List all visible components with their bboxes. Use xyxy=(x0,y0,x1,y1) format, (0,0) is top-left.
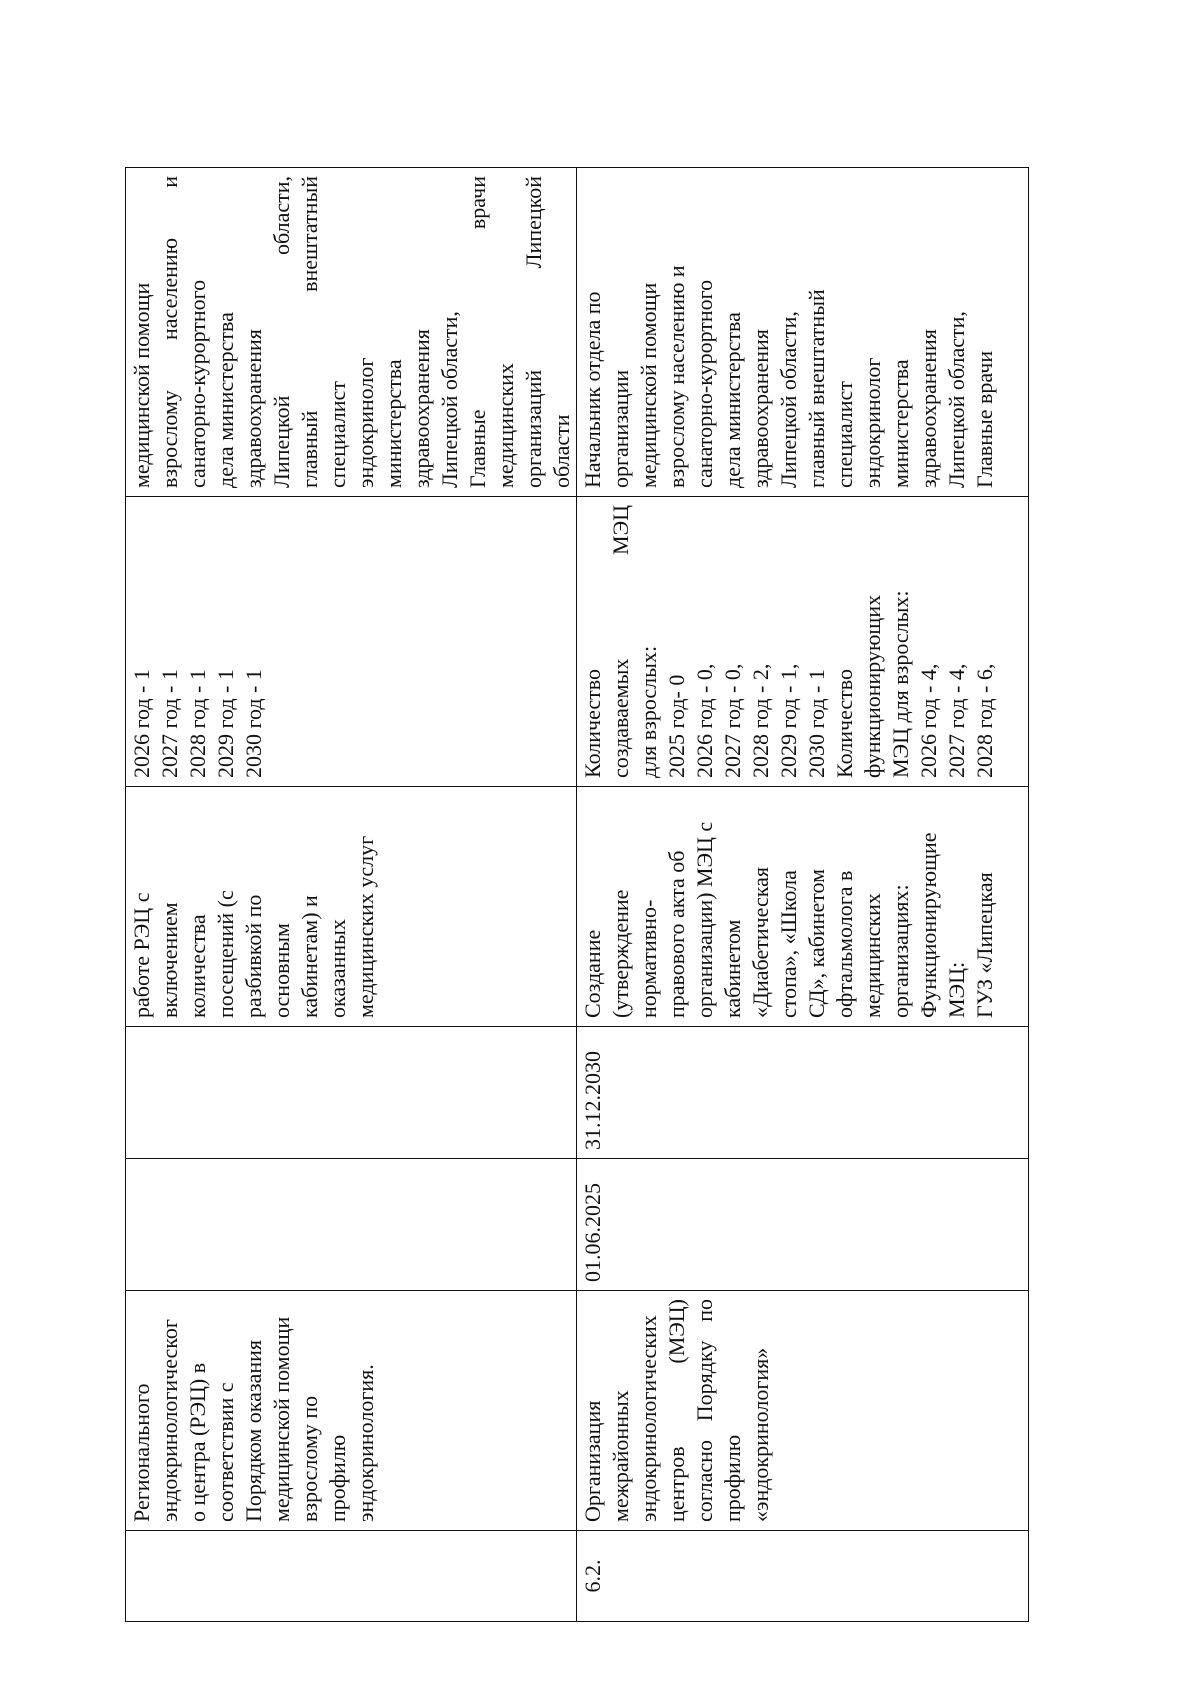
cell-text-line: (утверждение xyxy=(608,889,633,1018)
cell-text-line: Регионального xyxy=(129,1383,154,1522)
end-date: 31.12.2030 xyxy=(580,1051,605,1150)
responsible-cell xyxy=(126,168,577,497)
cell-text-line: кабинетом xyxy=(720,919,745,1018)
cell-text-line: МЭЦ для взрослых: xyxy=(888,590,913,778)
cell-text-line: МЭЦ: xyxy=(944,961,969,1018)
cell-text-line: о центра (РЭЦ) в xyxy=(185,1362,210,1522)
cell-text-line: центров (МЭЦ) xyxy=(664,1299,689,1522)
cell-text-line: СД», кабинетом xyxy=(804,868,829,1018)
cell-text-line: офтальмолога в xyxy=(832,870,857,1018)
cell-text-line: Начальник отдела по xyxy=(580,291,605,488)
end-date-cell xyxy=(577,1027,1029,1159)
cell-text-line: эндокринолог xyxy=(353,357,378,488)
cell-text-line: 2025 год- 0 xyxy=(664,674,689,778)
cell-text-line: создаваемых МЭЦ xyxy=(608,505,633,778)
cell-text-line: 2029 год - 1 xyxy=(213,669,238,778)
result-cell xyxy=(577,787,1029,1027)
cell-text-line: Создание xyxy=(580,929,605,1018)
cell-text-line: медицинской помощи xyxy=(269,1316,294,1522)
cell-text-line: правового акта об xyxy=(664,850,689,1018)
cell-text-line: области xyxy=(549,414,574,488)
cell-text-line: Порядком оказания xyxy=(241,1339,266,1522)
cell-text-line: организациях: xyxy=(888,884,913,1018)
cell-text-line: санаторно-курортного xyxy=(185,279,210,488)
cell-text-line: нормативно- xyxy=(636,899,661,1018)
cell-text-line: медицинской помощи xyxy=(636,282,661,488)
cell-text-line: эндокринологическог xyxy=(157,1319,182,1522)
cell-text-line: Липецкой области, xyxy=(944,311,969,488)
cell-text-line: посещений (с xyxy=(213,890,238,1018)
cell-text-line: оказанных xyxy=(325,919,350,1018)
cell-text-line: организаций Липецкой xyxy=(521,176,546,488)
cell-text-line: ГУЗ «Липецкая xyxy=(972,872,997,1018)
cell-text-line: 2030 год - 1 xyxy=(241,669,266,778)
row-number-cell xyxy=(126,1531,577,1622)
cell-text-line: соответствии с xyxy=(213,1382,238,1522)
indicator-cell xyxy=(577,497,1029,787)
cell-text-line: здравоохранения xyxy=(409,329,434,488)
cell-text-line: министерства xyxy=(381,359,406,488)
indicator-cell xyxy=(126,497,577,787)
result-cell xyxy=(126,787,577,1027)
cell-text-line: главный внештатный xyxy=(804,289,829,488)
cell-text-line: согласно Порядку по xyxy=(692,1299,717,1522)
cell-text-line: основным xyxy=(269,923,294,1018)
cell-text-line: стопа», «Школа xyxy=(776,870,801,1018)
rotated-table-wrapper xyxy=(125,168,997,1622)
cell-text-line: 2029 год - 1, xyxy=(776,663,801,778)
cell-text-line: кабинетам) и xyxy=(297,895,322,1018)
cell-text-line: функционирующих xyxy=(860,594,885,778)
cell-text-line: Липецкой области, xyxy=(776,311,801,488)
cell-text-line: включением xyxy=(157,902,182,1018)
cell-text-line: Липецкой области, xyxy=(437,311,462,488)
cell-text-line: 2027 год - 0, xyxy=(720,663,745,778)
cell-text-line: 2028 год - 2, xyxy=(748,663,773,778)
cell-text-line: взрослому населению и xyxy=(664,265,689,488)
cell-text-line: санаторно-курортного xyxy=(692,279,717,488)
cell-text-line: здравоохранения xyxy=(916,329,941,488)
cell-text-line: 2026 год - 0, xyxy=(692,663,717,778)
cell-text-line: Главные врачи xyxy=(972,350,997,488)
cell-text-line: разбивкой по xyxy=(241,894,266,1018)
cell-text-line: здравоохранения xyxy=(241,329,266,488)
cell-text-line: здравоохранения xyxy=(748,329,773,488)
cell-text-line: 2027 год - 1 xyxy=(157,669,182,778)
cell-text-line: межрайонных xyxy=(608,1390,633,1522)
cell-text-line: 2028 год - 6, xyxy=(972,663,997,778)
cell-text-line: 2027 год - 4, xyxy=(944,663,969,778)
cell-text-line: профилю xyxy=(720,1434,745,1522)
cell-text-line: 2030 год - 1 xyxy=(804,669,829,778)
cell-text-line: профилю xyxy=(325,1434,350,1522)
cell-text-line: медицинских услуг xyxy=(353,835,378,1018)
row-number: 6.2. xyxy=(580,1559,605,1593)
cell-text-line: эндокринология. xyxy=(353,1364,378,1522)
cell-text-line: Количество xyxy=(580,668,605,778)
cell-text-line: Организация xyxy=(580,1400,605,1522)
cell-text-line: организации) МЭЦ с xyxy=(692,821,717,1018)
cell-text-line: Липецкой области, xyxy=(269,176,294,488)
cell-text-line: эндокринологических xyxy=(636,1315,661,1522)
cell-text-line: взрослому по xyxy=(297,1395,322,1522)
cell-text-line: медицинских xyxy=(860,893,885,1018)
start-date-cell xyxy=(577,1159,1029,1291)
cell-text-line: дела министерства xyxy=(720,312,745,488)
cell-text-line: для взрослых: xyxy=(636,645,661,778)
cell-text-line: дела министерства xyxy=(213,312,238,488)
cell-text-line: 2026 год - 4, xyxy=(916,663,941,778)
cell-text-line: 2028 год - 1 xyxy=(185,669,210,778)
responsible-cell xyxy=(577,168,1029,497)
cell-text-line: взрослому населению и xyxy=(157,176,182,488)
cell-text-line: медицинских xyxy=(493,363,518,488)
start-date-cell xyxy=(126,1159,577,1291)
cell-text-line: работе РЭЦ с xyxy=(129,892,154,1018)
cell-text-line: медицинской помощи xyxy=(129,282,154,488)
cell-text-line: министерства xyxy=(888,359,913,488)
document-page xyxy=(125,168,997,1622)
cell-text-line: эндокринолог xyxy=(860,357,885,488)
cell-text-line: специалист xyxy=(832,381,857,488)
plan-table xyxy=(125,167,1029,1622)
cell-text-line: «эндокринология» xyxy=(748,1347,773,1522)
table-row xyxy=(126,168,577,1622)
event-name-cell xyxy=(126,1291,577,1531)
cell-text-line: «Диабетическая xyxy=(748,867,773,1018)
cell-text-line: специалист xyxy=(325,381,350,488)
row-number-cell xyxy=(577,1531,1029,1622)
event-name-cell xyxy=(577,1291,1029,1531)
end-date-cell xyxy=(126,1027,577,1159)
cell-text-line: главный внештатный xyxy=(297,176,322,488)
start-date: 01.06.2025 xyxy=(580,1183,605,1282)
table-row xyxy=(577,168,1029,1622)
cell-text-line: Функционирующие xyxy=(916,832,941,1018)
cell-text-line: Количество xyxy=(832,668,857,778)
cell-text-line: организации xyxy=(608,369,633,488)
cell-text-line: количества xyxy=(185,914,210,1018)
cell-text-line: Главные врачи xyxy=(465,176,490,488)
cell-text-line: 2026 год - 1 xyxy=(129,669,154,778)
